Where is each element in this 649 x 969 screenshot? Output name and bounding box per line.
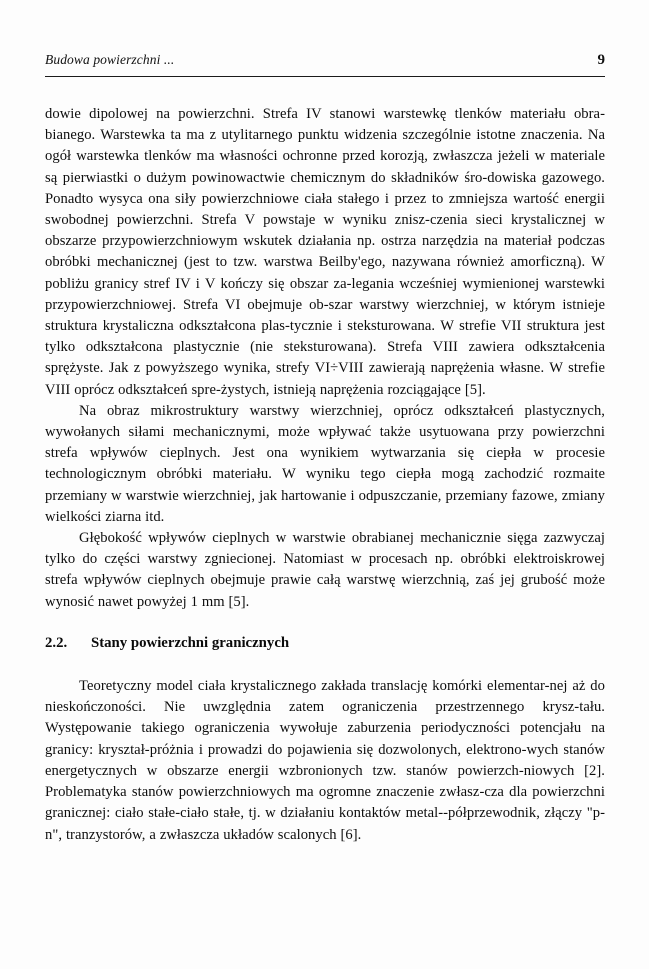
section-heading (45, 613, 605, 654)
section-title: Stany powierzchni granicznych (91, 634, 290, 651)
body-text-block (45, 104, 605, 846)
paragraph-continuation: dowie dipolowej na powierzchni. Strefa IV stanowi warstewkę tlenków materiału obra-bianego. Warstewka ta ma z utylitarnego punktu widzenia szczególnie istotne znaczenia. Na ogół warstewka tlenków ma własności ochronne przed korozją, zwłaszcza jeżeli w materiale są pierwiastki o dużym powinowactwie chemicznym do składników śro-dowiska gazowego. Ponadto wysyca ona siły powierzchniowe ciała stałego i przez to zmniejsza wartość energii swobodnej powierzchni. Strefa V powstaje w wyniku znisz-czenia sieci krystalicznej w obszarze przypowierzchniowym wskutek działania np. ostrza narzędzia na materiał podczas obróbki mechanicznej (jest to tzw. warstwa Beilby'ego, nazywana również amorficzną). W pobliżu granicy stref IV i V kończy się obszar za-legania wcześniej wymienionej warstewki przypowierzchniowej. Strefa VI obejmuje ob-szar warstwy wierzchniej, w którym istnieje struktura krystaliczna odkształcona plas-tycznie i steksturowana. W strefie VII struktura jest tylko odkształcona plastycznie (nie steksturowana). Strefa VIII zawiera odkształcenia sprężyste. Jak z powyższego wynika, strefy VI÷VIII zawierają naprężenia własne. W strefie VIII oprócz odkształceń spre-żystych, istnieją naprężenia rozciągające [5]. (45, 106, 605, 398)
running-head (45, 52, 605, 69)
page-number: 9 (597, 52, 605, 68)
paragraph: Teoretyczny model ciała krystalicznego zakłada translację komórki elementar-nej aż do nieskończoności. Nie uwzględnia zatem ograniczenia przestrzennego krysz-tału. Występowanie takiego ograniczenia wywołuje zaburzenia periodyczności potencjału na granicy: kryształ-próżnia i prowadzi do pojawienia się dozwolonych, elektrono-wych stanów energetycznych w obszarze energii wzbronionych tzw. stanów powierzch-niowych [2]. Problematyka stanów powierzchniowych ma ogromne znaczenie zwłasz-cza dla powierzchni granicznej: ciało stałe-ciało stałe, tj. w działaniu kontaktów metal--półprzewodnik, złączy "p-n", tranzystorów, a zwłaszcza układów scalonych [6]. (45, 678, 605, 843)
running-head-title: Budowa powierzchni ... (45, 52, 175, 67)
header-rule (45, 76, 605, 77)
section-number: 2.2. (45, 634, 68, 651)
paragraph: Na obraz mikrostruktury warstwy wierzchniej, oprócz odkształceń plastycznych, wywołanych siłami mechanicznymi, może wpływać także usytuowana przy powierzchni strefa wpływów cieplnych. Jest ona wynikiem wytwarzania się ciepła w procesie technologicznym obróbki materiału. W wyniku tego ciepła mogą zachodzić rozmaite przemiany w warstwie wierzchniej, jak hartowanie i odpuszczanie, przemiany fazowe, zmiany wielkości ziarna itd. (45, 402, 605, 525)
paragraph: Głębokość wpływów cieplnych w warstwie obrabianej mechanicznie sięga zazwyczaj tylko do części warstwy zgniecionej. Natomiast w procesach np. obróbki elektroiskrowej strefa wpływów cieplnych obejmuje prawie całą warstwę wierzchnią, zaś jej grubość może wynosić nawet powyżej 1 mm [5]. (45, 530, 605, 610)
